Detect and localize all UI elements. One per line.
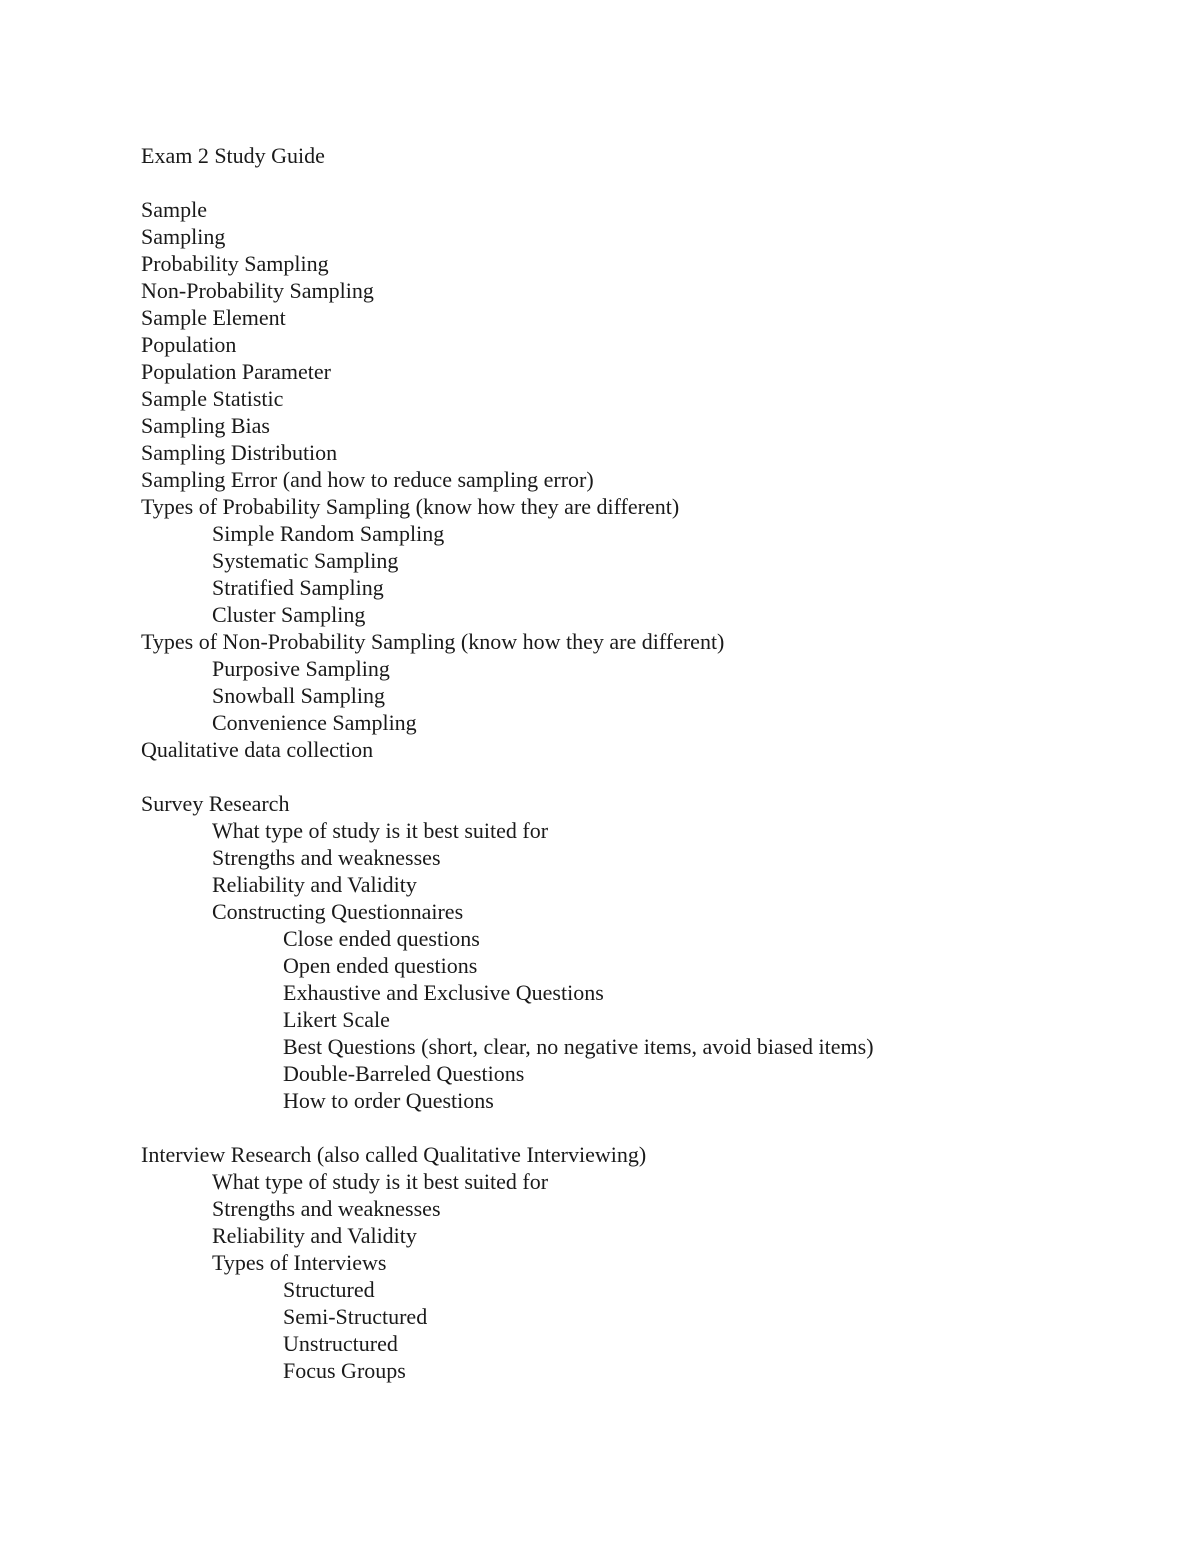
- survey-item: What type of study is it best suited for: [212, 818, 549, 843]
- document-title: Exam 2 Study Guide: [141, 143, 325, 168]
- probability-types-heading: Types of Probability Sampling (know how they are different): [141, 494, 680, 519]
- interview-item: Reliability and Validity: [212, 1223, 417, 1248]
- term-sampling-distribution: Sampling Distribution: [141, 440, 338, 465]
- questionnaire-item: Best Questions (short, clear, no negative items, avoid biased items): [283, 1034, 874, 1059]
- non-probability-type-item: Snowball Sampling: [212, 683, 385, 708]
- study-guide-content: [141, 142, 1141, 1384]
- non-probability-type-item: Purposive Sampling: [212, 656, 390, 681]
- questionnaire-item: Double-Barreled Questions: [283, 1061, 525, 1086]
- interview-type-item: Unstructured: [283, 1331, 398, 1356]
- interview-item: Strengths and weaknesses: [212, 1196, 441, 1221]
- non-probability-type-item: Convenience Sampling: [212, 710, 417, 735]
- survey-item: Reliability and Validity: [212, 872, 417, 897]
- probability-type-item: Cluster Sampling: [212, 602, 366, 627]
- non-probability-types-heading: Types of Non-Probability Sampling (know how they are different): [141, 629, 725, 654]
- spacer: [141, 763, 1141, 790]
- interview-item: Types of Interviews: [212, 1250, 387, 1275]
- term-non-probability-sampling: Non-Probability Sampling: [141, 278, 374, 303]
- survey-research-heading: Survey Research: [141, 791, 290, 816]
- term-sampling-bias: Sampling Bias: [141, 413, 270, 438]
- term-probability-sampling: Probability Sampling: [141, 251, 329, 276]
- interview-type-item: Structured: [283, 1277, 375, 1302]
- spacer: [141, 169, 1141, 196]
- term-sampling-error: Sampling Error (and how to reduce sampling error): [141, 467, 594, 492]
- questionnaire-item: Exhaustive and Exclusive Questions: [283, 980, 604, 1005]
- term-population: Population: [141, 332, 237, 357]
- interview-item: What type of study is it best suited for: [212, 1169, 549, 1194]
- term-sample-element: Sample Element: [141, 305, 286, 330]
- probability-type-item: Simple Random Sampling: [212, 521, 445, 546]
- term-population-parameter: Population Parameter: [141, 359, 332, 384]
- qualitative-data-collection: Qualitative data collection: [141, 737, 374, 762]
- questionnaire-item: Open ended questions: [283, 953, 478, 978]
- spacer: [141, 1114, 1141, 1141]
- survey-item: Constructing Questionnaires: [212, 899, 464, 924]
- questionnaire-item: Likert Scale: [283, 1007, 390, 1032]
- survey-item: Strengths and weaknesses: [212, 845, 441, 870]
- probability-type-item: Systematic Sampling: [212, 548, 399, 573]
- term-sampling: Sampling: [141, 224, 226, 249]
- questionnaire-item: Close ended questions: [283, 926, 480, 951]
- term-sample-statistic: Sample Statistic: [141, 386, 284, 411]
- interview-type-item: Semi-Structured: [283, 1304, 428, 1329]
- term-sample: Sample: [141, 197, 207, 222]
- questionnaire-item: How to order Questions: [283, 1088, 494, 1113]
- probability-type-item: Stratified Sampling: [212, 575, 384, 600]
- interview-research-heading: Interview Research (also called Qualitative Interviewing): [141, 1142, 647, 1167]
- interview-type-item: Focus Groups: [283, 1358, 406, 1383]
